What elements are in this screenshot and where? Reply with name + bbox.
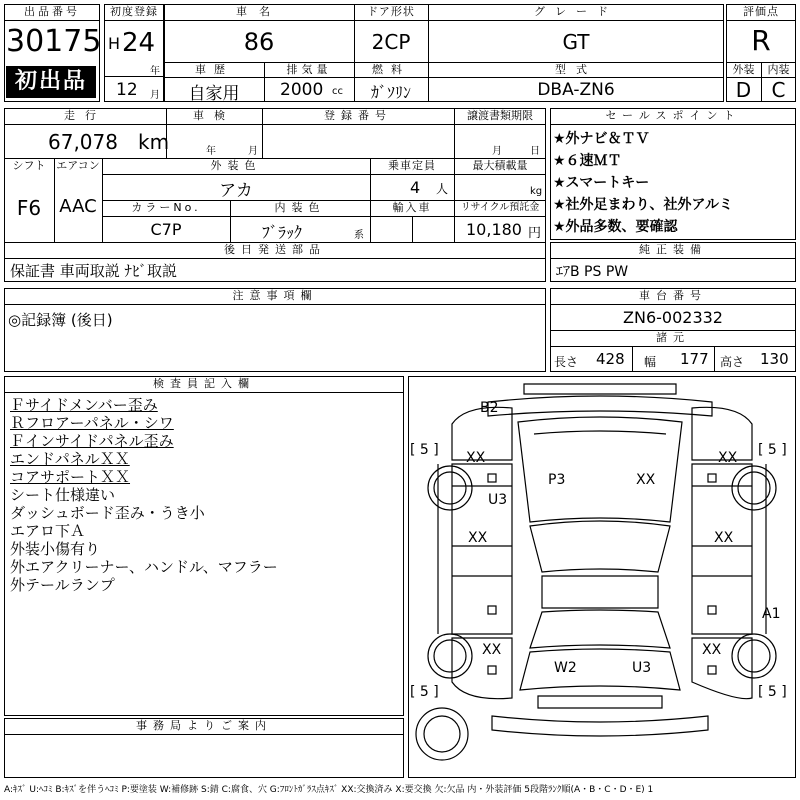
damage-u3-left: U3 xyxy=(488,492,508,508)
transfer-label: 譲渡書類期限 xyxy=(467,109,533,122)
inspection-year-unit: 年 xyxy=(206,146,216,157)
tire-rear-left: [ 5 ] xyxy=(410,684,439,700)
later-parts: 保証書 車両取説 ﾅﾋﾞ取説 xyxy=(10,262,178,280)
int-color-label: 内装色 xyxy=(274,201,326,214)
notes-value: ◎記録簿 (後日) xyxy=(8,311,113,329)
grade: GT xyxy=(562,30,590,54)
office-label: 事務局よりご案内 xyxy=(136,719,272,732)
score: R xyxy=(751,24,771,57)
tire-front-right: [ 5 ] xyxy=(758,442,787,458)
damage-xx-front-left: XX xyxy=(466,450,486,466)
inspection-label: 車検 xyxy=(193,109,235,122)
sales-point: ★社外足まわり、社外アルミ xyxy=(553,197,733,213)
shift: F6 xyxy=(16,196,42,220)
model-code: DBA-ZN6 xyxy=(537,80,615,100)
grade-label: グレード xyxy=(534,5,618,18)
capacity-label: 乗車定員 xyxy=(388,159,436,172)
equipment-value: ｴｱB PS PW xyxy=(556,264,629,280)
recycle-unit: 円 xyxy=(528,226,542,241)
inspection-month-unit: 月 xyxy=(248,146,258,157)
fuel-label: 燃料 xyxy=(372,63,410,76)
damage-w2: W2 xyxy=(554,660,577,676)
damage-a1: A1 xyxy=(762,606,781,622)
history: 自家用 xyxy=(188,84,240,104)
inspector-item: シート仕様違い xyxy=(10,486,116,504)
height-label: 高さ xyxy=(720,355,745,369)
car-name-label: 車名 xyxy=(236,5,282,18)
door-type: 2CP xyxy=(371,30,411,54)
damage-xx-rear-right: XX xyxy=(702,642,722,658)
length-label: 長さ xyxy=(554,355,579,369)
sales-point: ★スマートキー xyxy=(553,175,650,191)
int-color: ﾌﾞﾗｯｸ xyxy=(262,223,303,242)
era: H xyxy=(108,34,121,53)
door-label: ドア形状 xyxy=(367,5,415,18)
chassis-label: 車台番号 xyxy=(639,289,707,302)
tire-front-left: [ 5 ] xyxy=(410,442,439,458)
displacement-unit: cc xyxy=(332,86,343,97)
inspector-item: Ｆサイドメンバー歪み xyxy=(10,396,158,414)
car-name: 86 xyxy=(243,28,275,56)
ac: AAC xyxy=(59,196,97,217)
ext-color-label: 外装色 xyxy=(210,159,262,172)
color-no-label: カラーNo. xyxy=(131,201,201,214)
reg-year: 24 xyxy=(122,28,156,58)
interior-score: C xyxy=(771,78,786,102)
model-label: 型式 xyxy=(555,63,597,76)
damage-xx-right-door: XX xyxy=(714,530,734,546)
legend: A:ｷｽﾞ U:ﾍｺﾐ B:ｷｽﾞを伴うﾍｺﾐ P:要塗装 W:補修跡 S:錆 C:腐食、穴 G:ﾌﾛﾝﾄｶﾞﾗｽ点ｷｽﾞ XX:交換済み X:要交換 欠:欠品 内・外装評価 5段階ﾗﾝｸ順(A・B・C・D・E) 1 xyxy=(4,785,654,795)
month-unit: 月 xyxy=(150,90,160,101)
damage-xx-front-right: XX xyxy=(718,450,738,466)
load-unit: kg xyxy=(530,186,543,197)
transfer-day-unit: 日 xyxy=(530,146,540,157)
sales-points-list xyxy=(553,128,793,238)
displacement: 2000 xyxy=(280,80,324,100)
inspector-item: 外装小傷有り xyxy=(10,540,101,558)
inspector-item: Ｒフロアーパネル・シワ xyxy=(10,414,174,432)
inspector-item: コアサポートＸＸ xyxy=(10,468,131,486)
regno-label: 登録番号 xyxy=(324,109,392,122)
exterior-score: D xyxy=(735,78,752,102)
capacity: 4 xyxy=(410,178,421,197)
load-label: 最大積載量 xyxy=(472,159,528,172)
height: 130 xyxy=(760,350,789,368)
car-diagram xyxy=(408,376,796,778)
equipment-label: 純正装備 xyxy=(639,243,707,256)
transfer-month-unit: 月 xyxy=(492,146,502,157)
score-label: 評価点 xyxy=(743,5,779,18)
chassis-number: ZN6-002332 xyxy=(623,308,723,327)
exterior-label: 外装 xyxy=(732,63,755,76)
mileage-unit: km xyxy=(138,130,170,154)
inspector-item: 外エアクリーナー、ハンドル、マフラー xyxy=(10,558,278,576)
ac-label: エアコン xyxy=(56,159,100,172)
inspector-item: エンドパネルＸＸ xyxy=(10,450,130,468)
length: 428 xyxy=(596,350,625,368)
lot-number: 30175 xyxy=(6,24,102,59)
recycle-label: リサイクル預託金 xyxy=(460,202,540,213)
damage-xx-hood: XX xyxy=(636,472,656,488)
lot-label: 出品番号 xyxy=(24,5,80,18)
damage-p3: P3 xyxy=(548,472,566,488)
history-label: 車歴 xyxy=(195,63,233,76)
shift-label: シフト xyxy=(12,159,46,172)
capacity-unit: 人 xyxy=(436,182,449,196)
sales-point: ★６速ＭＴ xyxy=(553,153,622,169)
mileage: 67,078 xyxy=(48,130,118,154)
ext-color: アカ xyxy=(219,181,253,201)
reg-month: 12 xyxy=(116,80,138,100)
inspector-item: ダッシュボード歪み・うき小 xyxy=(10,504,205,522)
sales-point: ★外ナビ＆ＴＶ xyxy=(553,131,650,147)
later-parts-label: 後日発送部品 xyxy=(224,243,326,256)
int-color-unit: 系 xyxy=(354,230,364,241)
sales-point: ★外品多数、要確認 xyxy=(553,219,678,235)
damage-xx-left-door: XX xyxy=(468,530,488,546)
inspector-item: Ｆインサイドパネル歪み xyxy=(10,432,174,450)
damage-b2: B2 xyxy=(480,400,499,416)
tire-rear-right: [ 5 ] xyxy=(758,684,787,700)
first-listing-text: 初出品 xyxy=(14,69,87,94)
recycle: 10,180 xyxy=(466,220,522,239)
color-no: C7P xyxy=(150,220,182,239)
import-label: 輸入車 xyxy=(392,201,432,214)
damage-xx-rear-left: XX xyxy=(482,642,502,658)
inspector-label: 検査員記入欄 xyxy=(153,377,255,390)
fuel: ｶﾞｿﾘﾝ xyxy=(370,83,411,102)
displacement-label: 排気量 xyxy=(286,63,332,76)
dims-label: 諸元 xyxy=(656,331,690,344)
interior-label: 内装 xyxy=(767,63,790,76)
notes-label: 注意事項欄 xyxy=(232,289,318,302)
width-label: 幅 xyxy=(644,355,657,369)
damage-u3-rear: U3 xyxy=(632,660,652,676)
mileage-label: 走行 xyxy=(64,109,106,122)
width: 177 xyxy=(680,350,709,368)
inspector-item: 外テールランプ xyxy=(10,576,115,594)
registration-label: 初度登録 xyxy=(110,5,158,18)
sales-points-label: セールスポイント xyxy=(605,109,741,122)
year-unit: 年 xyxy=(150,66,160,77)
inspector-notes xyxy=(10,396,400,594)
inspector-item: エアロ下Ａ xyxy=(10,522,86,540)
